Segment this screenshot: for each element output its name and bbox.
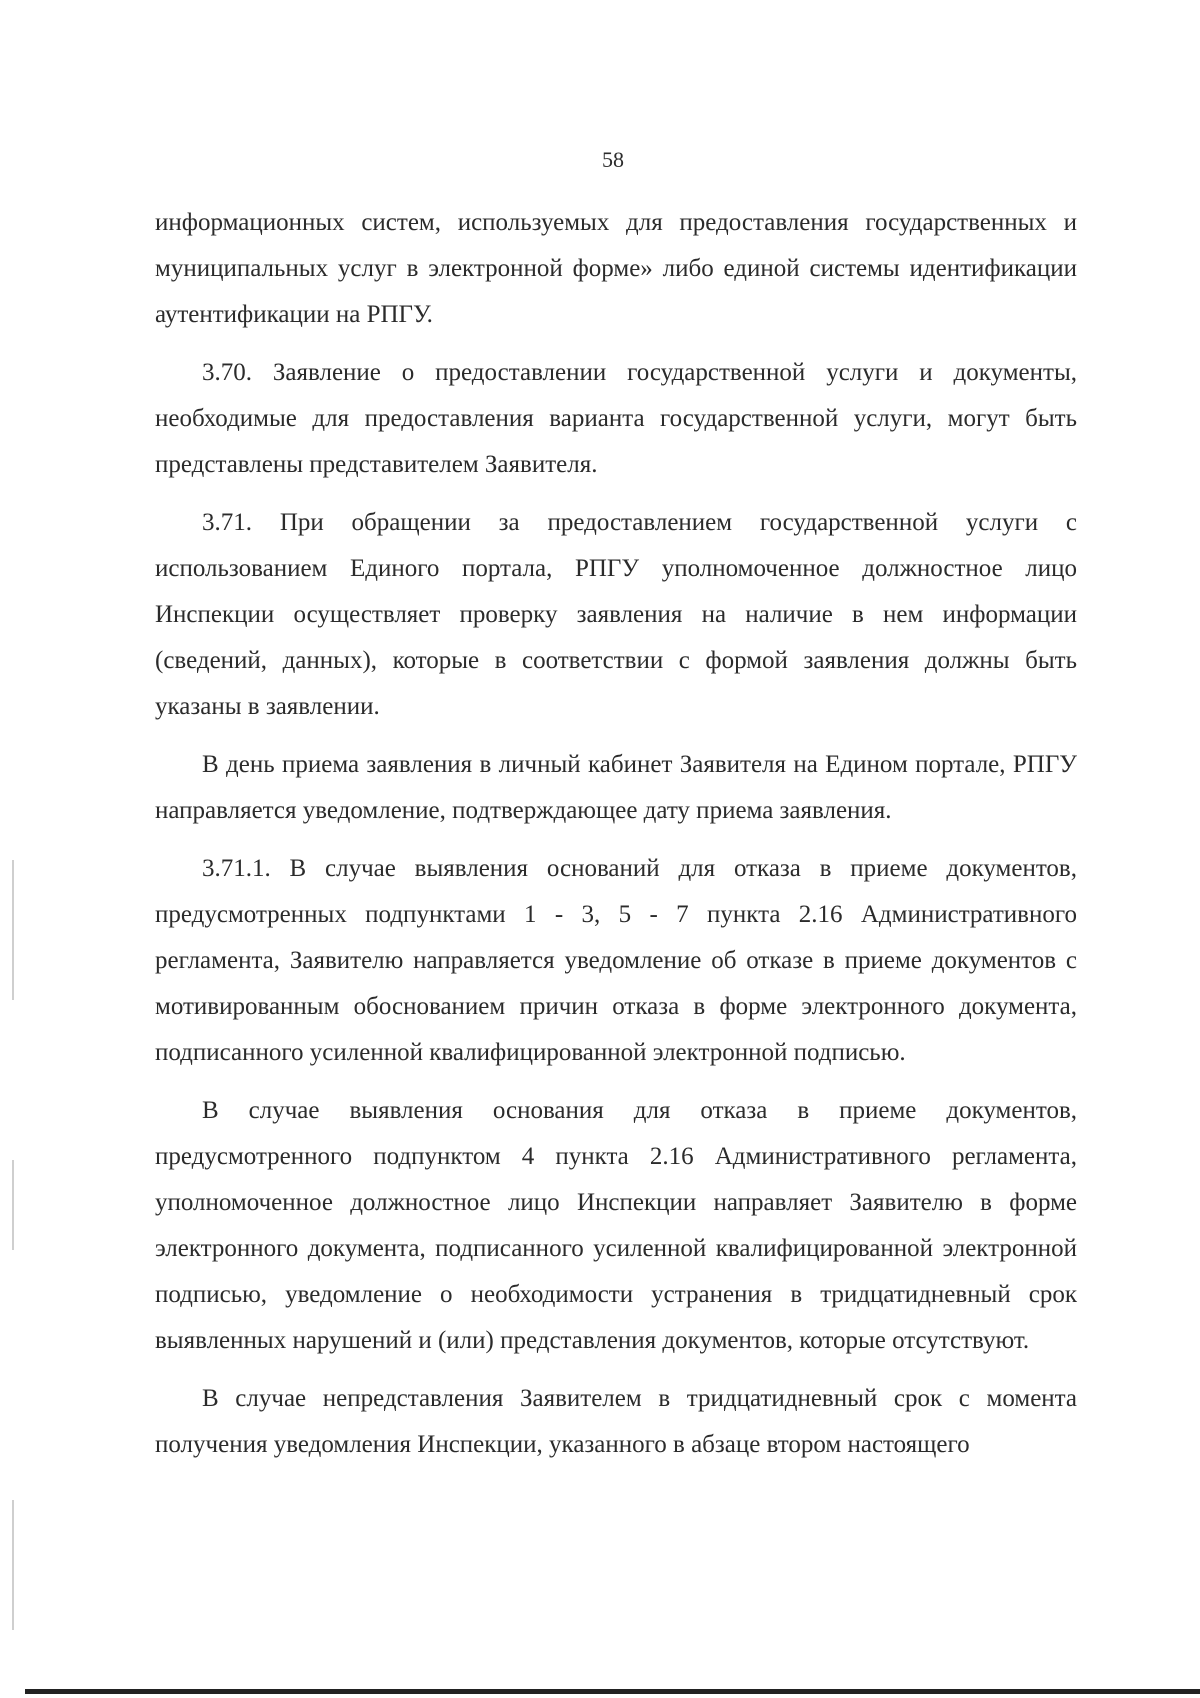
paragraph-3-71-1: 3.71.1. В случае выявления оснований для отказа в приеме документов, предусмотренных подпунктами 1 - 3, 5 - 7 пункта 2.16 Административного регламента, Заявителю направляется уведомление об отказе в приеме документов с мотивированным обоснованием причин отказа в форме электронного документа, подписанного усиленной квалифицированной электронной подписью. <box>155 855 1077 1066</box>
paragraph-refusal-subpoint-4: В случае выявления основания для отказа в приеме документов, предусмотренного подпунктом 4 пункта 2.16 Административного регламента, уполномоченное должностное лицо Инспекции направляет Заявителю в форме электронного документа, подписанного усиленной квалифицированной электронной подписью, уведомление о необходимости устранения в тридцатидневный срок выявленных нарушений и (или) представления документов, которые отсутствуют. <box>155 1097 1077 1354</box>
paragraph-continuation: информационных систем, используемых для предоставления государственных и муниципальных услуг в электронной форме» либо единой системы идентификации аутентификации на РПГУ. <box>155 209 1077 328</box>
paragraph-notification-day: В день приема заявления в личный кабинет Заявителя на Едином портале, РПГУ направляется уведомление, подтверждающее дату приема заявления. <box>155 751 1077 824</box>
paragraph-non-submission: В случае непредставления Заявителем в тридцатидневный срок с момента получения уведомления Инспекции, указанного в абзаце втором настоящего <box>155 1385 1077 1458</box>
document-body <box>155 200 1077 1480</box>
scan-edge-mark <box>12 1500 14 1630</box>
paragraph-3-71: 3.71. При обращении за предоставлением государственной услуги с использованием Единого портала, РПГУ уполномоченное должностное лицо Инспекции осуществляет проверку заявления на наличие в нем информации (сведений, данных), которые в соответствии с формой заявления должны быть указаны в заявлении. <box>155 509 1077 720</box>
scan-bottom-edge <box>25 1689 1200 1694</box>
page-number: 58 <box>602 147 624 172</box>
scan-edge-mark <box>12 1160 14 1250</box>
paragraph-3-70: 3.70. Заявление о предоставлении государственной услуги и документы, необходимые для предоставления варианта государственной услуги, могут быть представлены представителем Заявителя. <box>155 359 1077 478</box>
scan-edge-mark <box>12 860 14 1000</box>
